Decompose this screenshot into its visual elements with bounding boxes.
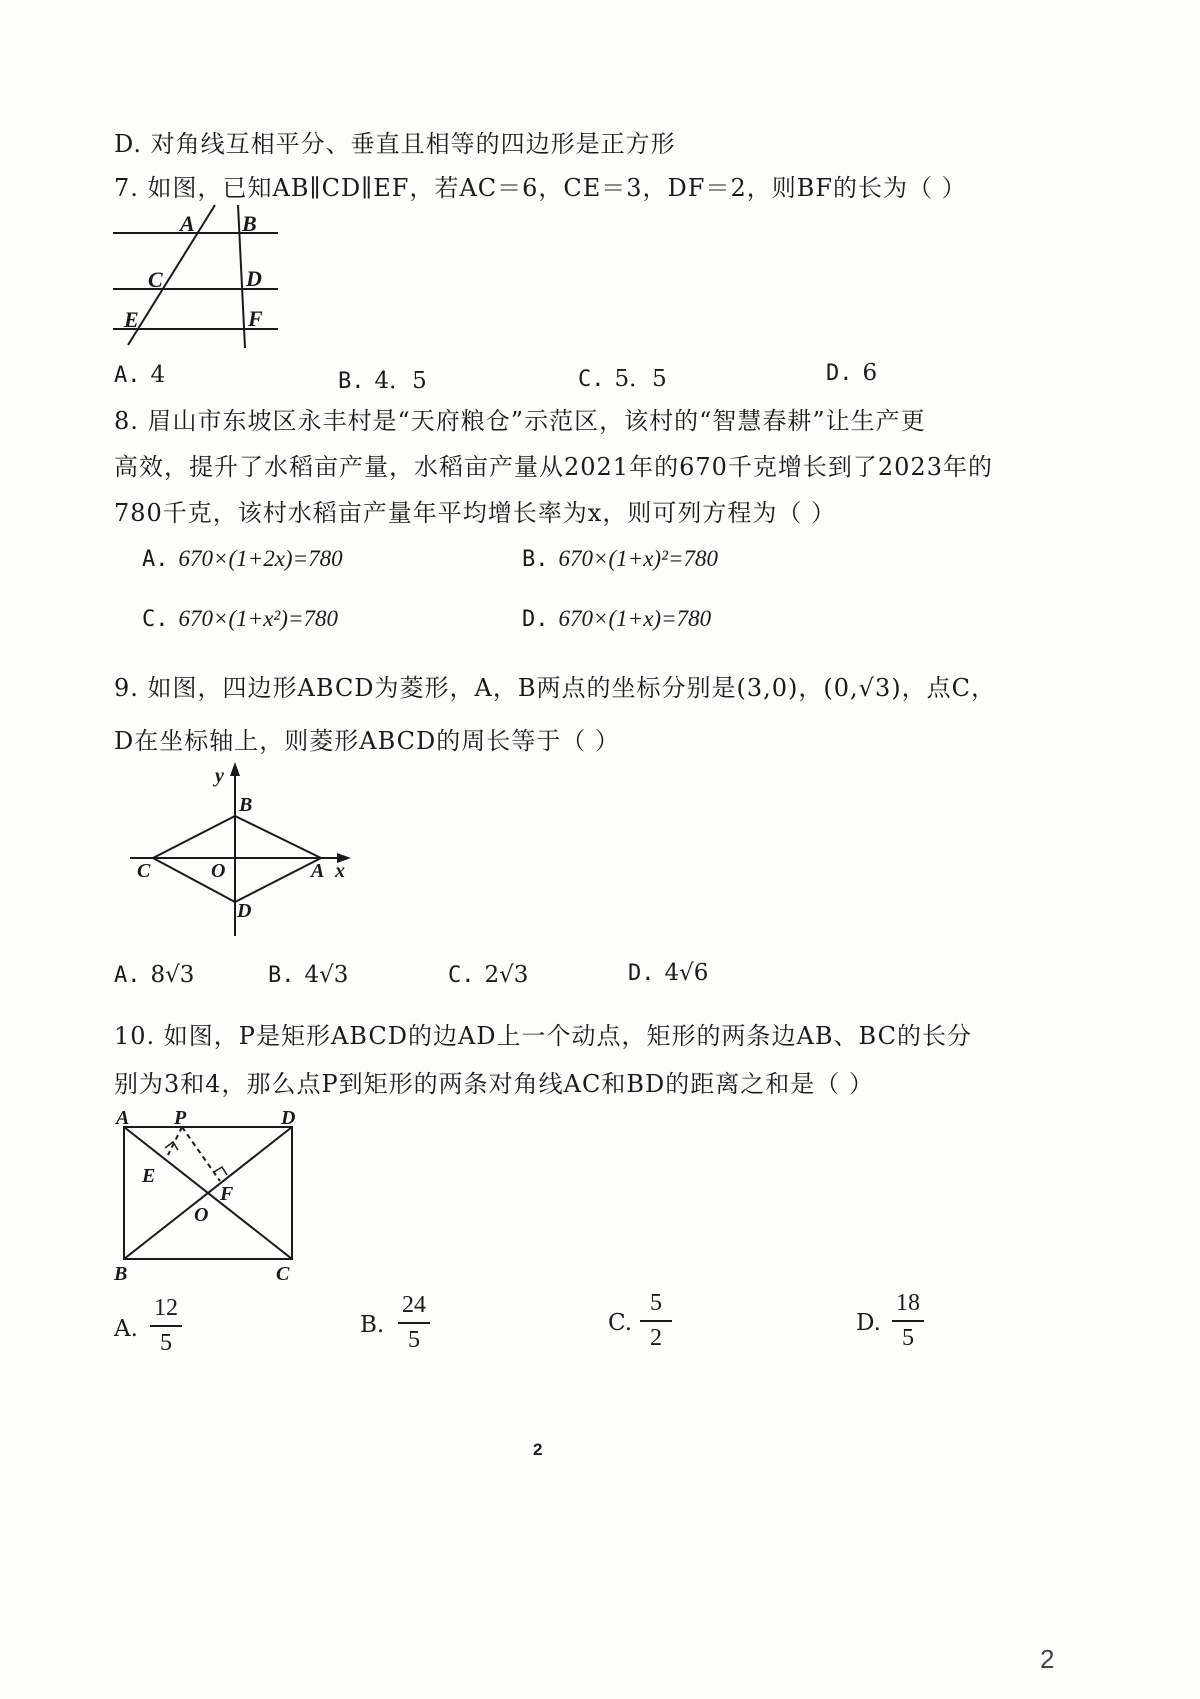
q8-option-d-text: 670×(1+x)=780 bbox=[558, 606, 712, 631]
q7-option-b bbox=[338, 362, 427, 395]
q10-option-b-key: B. bbox=[360, 1312, 385, 1338]
q7-option-c-key: C. bbox=[578, 367, 605, 392]
q8-option-d-key: D. bbox=[522, 607, 549, 632]
q10-label-b: B bbox=[114, 1263, 128, 1285]
q10-line-2: 别为3和4，那么点P到矩形的两条对角线AC和BD的距离之和是（ ） bbox=[114, 1070, 874, 1098]
q8-line-1: 8. 眉山市东坡区永丰村是“天府粮仓”示范区，该村的“智慧春耕”让生产更 bbox=[114, 407, 926, 435]
q10-option-d-key: D. bbox=[856, 1310, 881, 1336]
q9-option-d-key: D. bbox=[628, 961, 655, 986]
fraction-bar bbox=[640, 1320, 672, 1322]
q9-option-c-text: 2√3 bbox=[484, 962, 529, 988]
q9-option-a-text: 8√3 bbox=[150, 962, 195, 988]
q8-option-a-text: 670×(1+2x)=780 bbox=[178, 546, 343, 571]
q10-line-1: 10. 如图，P是矩形ABCD的边AD上一个动点，矩形的两条边AB、BC的长分 bbox=[114, 1022, 972, 1050]
q8-option-b bbox=[522, 546, 718, 572]
q10-option-b-denominator: 5 bbox=[408, 1327, 420, 1353]
q9-option-c-key: C. bbox=[448, 963, 475, 988]
q7-label-f: F bbox=[248, 306, 263, 331]
q10-option-c-fraction bbox=[636, 1290, 676, 1352]
q10-label-p: P bbox=[174, 1107, 187, 1129]
q10-label-e: E bbox=[142, 1165, 156, 1187]
q8-option-b-text: 670×(1+x)²=780 bbox=[558, 546, 718, 571]
q9-option-a-key: A. bbox=[114, 963, 141, 988]
q9-label-x: x bbox=[335, 860, 345, 882]
q7-option-c-text: 5．5 bbox=[614, 366, 667, 392]
q9-label-a: A bbox=[311, 860, 325, 882]
q10-rectangle-figure bbox=[108, 1105, 308, 1285]
q10-label-a: A bbox=[116, 1107, 130, 1129]
q9-option-d bbox=[628, 960, 708, 986]
q7-option-a-text: 4 bbox=[150, 362, 166, 388]
q7-label-b: B bbox=[242, 211, 257, 236]
q8-option-c bbox=[142, 606, 338, 632]
q10-label-o: O bbox=[194, 1204, 209, 1226]
q9-option-a bbox=[114, 962, 194, 988]
q10-option-b-fraction bbox=[394, 1292, 434, 1354]
q8-option-b-key: B. bbox=[522, 547, 549, 572]
fraction-bar bbox=[892, 1320, 924, 1322]
q7-option-c bbox=[578, 360, 667, 393]
q7-label-a: A bbox=[180, 211, 195, 236]
q10-option-a-fraction bbox=[146, 1295, 186, 1357]
q7-parallel-lines-figure bbox=[108, 200, 298, 360]
q9-label-c: C bbox=[137, 860, 151, 882]
q7-option-b-text: 4．5 bbox=[374, 368, 427, 394]
q10-option-c-denominator: 2 bbox=[650, 1325, 662, 1351]
q10-option-d-fraction bbox=[888, 1290, 928, 1352]
q9-label-b: B bbox=[239, 794, 253, 816]
q7-stem: 7. 如图，已知AB∥CD∥EF，若AC＝6，CE＝3，DF＝2，则BF的长为（ ） bbox=[114, 174, 967, 202]
q8-line-3: 780千克，该村水稻亩产量年平均增长率为x，则可列方程为（ ） bbox=[114, 499, 836, 527]
q7-label-d: D bbox=[246, 266, 262, 291]
page-number: 2 bbox=[533, 1440, 543, 1459]
q10-option-d-numerator: 18 bbox=[896, 1290, 920, 1316]
transversal-ace bbox=[128, 205, 215, 345]
q10-option-a-numerator: 12 bbox=[154, 1295, 178, 1321]
q9-label-d: D bbox=[237, 900, 252, 922]
q8-line-2: 高效，提升了水稻亩产量，水稻亩产量从2021年的670千克增长到了2023年的 bbox=[114, 453, 993, 481]
q9-option-b-text: 4√3 bbox=[304, 962, 349, 988]
q9-line-2: D在坐标轴上，则菱形ABCD的周长等于（ ） bbox=[114, 727, 620, 755]
q7-option-d-text: 6 bbox=[862, 360, 878, 386]
q7-option-a-key: A. bbox=[114, 363, 141, 388]
perpendicular-pf bbox=[182, 1127, 220, 1181]
q10-label-f: F bbox=[220, 1183, 234, 1205]
q10-option-c-key: C. bbox=[608, 1310, 633, 1336]
q6-option-d: D. 对角线互相平分、垂直且相等的四边形是正方形 bbox=[114, 130, 676, 158]
q9-option-b bbox=[268, 962, 348, 988]
q8-option-a-key: A. bbox=[142, 547, 169, 572]
q10-option-a-denominator: 5 bbox=[160, 1330, 172, 1356]
q9-option-c bbox=[448, 962, 528, 988]
q9-line-1: 9. 如图，四边形ABCD为菱形，A，B两点的坐标分别是(3,0)，(0,√3)，点C， bbox=[114, 674, 996, 702]
fraction-bar bbox=[150, 1325, 182, 1327]
q10-option-a-key: A. bbox=[114, 1316, 138, 1342]
q7-option-a bbox=[114, 362, 165, 388]
q9-label-o: O bbox=[211, 860, 226, 882]
q7-option-d-key: D. bbox=[826, 361, 853, 386]
y-axis-arrow-icon bbox=[230, 762, 240, 776]
q7-option-d bbox=[826, 360, 877, 386]
fraction-bar bbox=[398, 1322, 430, 1324]
q10-label-c: C bbox=[276, 1263, 290, 1285]
q9-label-y: y bbox=[215, 765, 224, 787]
q9-option-d-text: 4√6 bbox=[664, 960, 709, 986]
q8-option-c-text: 670×(1+x²)=780 bbox=[178, 606, 338, 631]
q7-option-b-key: B. bbox=[338, 369, 365, 394]
q10-label-d: D bbox=[281, 1107, 296, 1129]
q9-option-b-key: B. bbox=[268, 963, 295, 988]
q10-option-b-numerator: 24 bbox=[402, 1292, 426, 1318]
corner-page-number: 2 bbox=[1040, 1644, 1055, 1674]
q8-option-d bbox=[522, 606, 711, 632]
q9-rhombus-figure bbox=[125, 760, 360, 940]
q7-label-c: C bbox=[148, 267, 163, 292]
q8-option-c-key: C. bbox=[142, 607, 169, 632]
q10-option-d-denominator: 5 bbox=[902, 1325, 914, 1351]
q7-label-e: E bbox=[124, 307, 139, 332]
q10-option-c-numerator: 5 bbox=[650, 1290, 662, 1316]
q8-option-a bbox=[142, 546, 343, 572]
perpendicular-pe bbox=[168, 1127, 182, 1155]
